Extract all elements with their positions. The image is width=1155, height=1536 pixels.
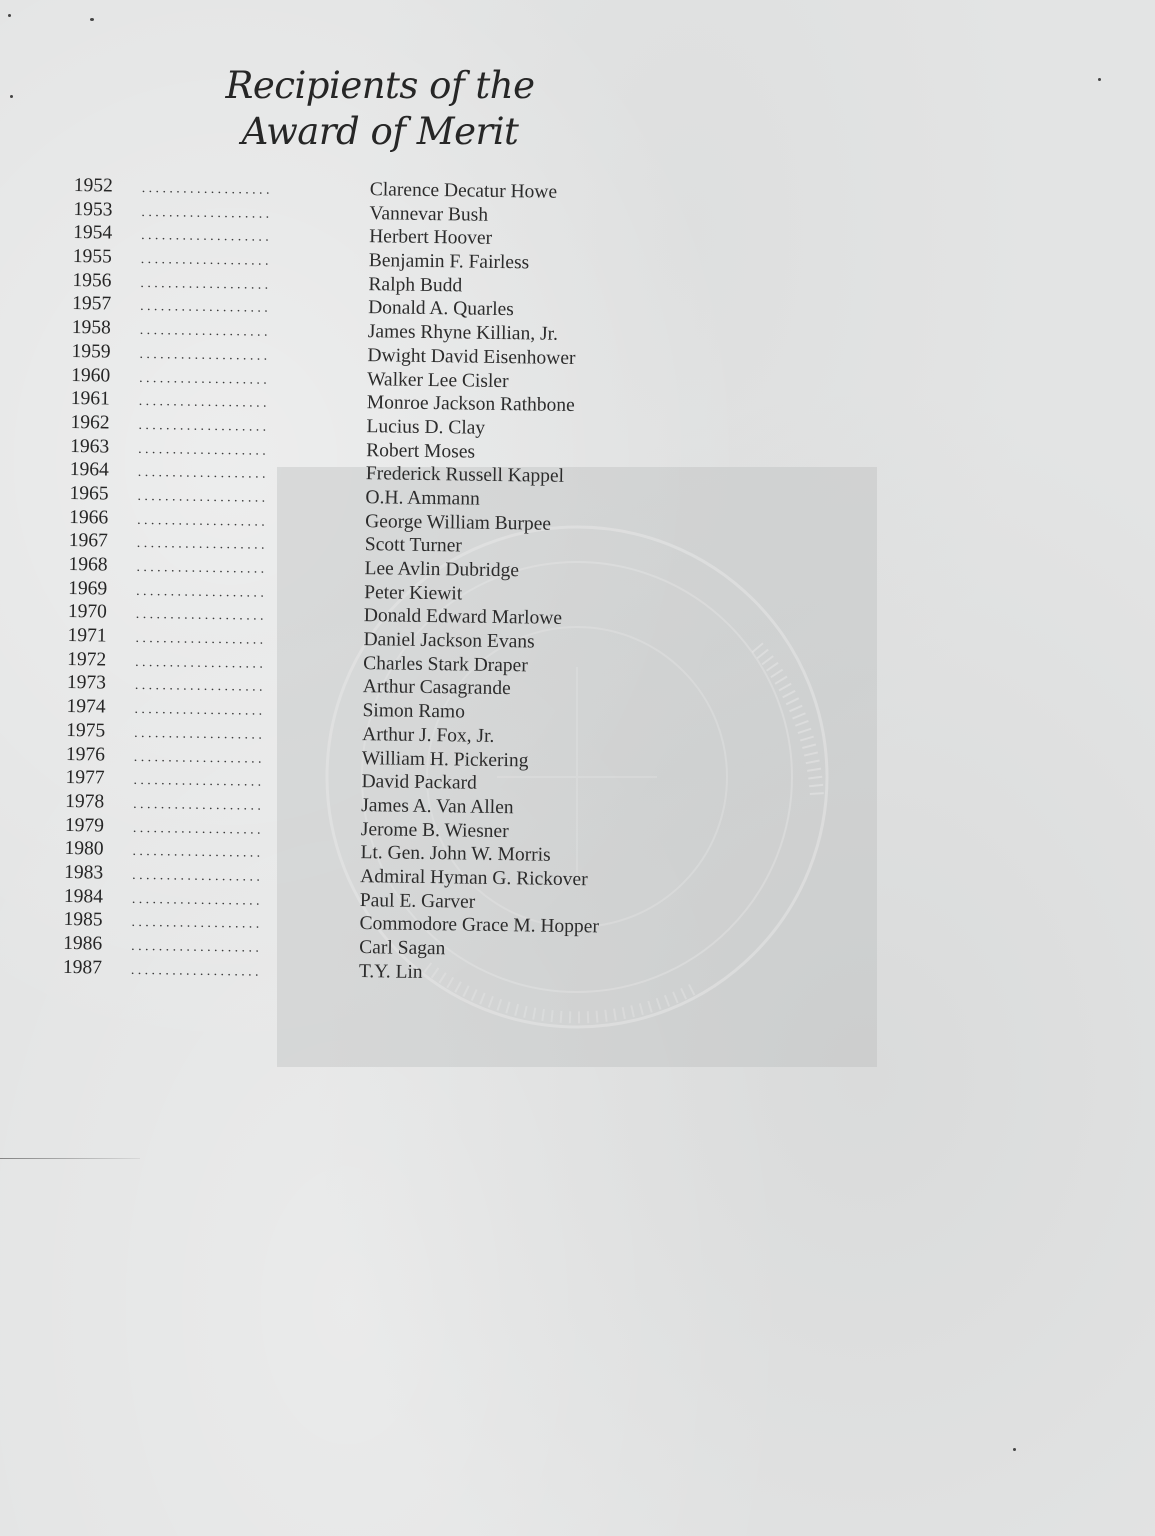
- award-year: 1961: [70, 388, 111, 410]
- award-year: 1983: [64, 861, 104, 884]
- award-year: 1972: [67, 648, 107, 671]
- dot-leader: ...................: [133, 773, 265, 790]
- dust-speck: [1098, 78, 1101, 81]
- title-line-2: Award of Merit: [241, 109, 519, 153]
- dot-leader: ...................: [136, 559, 268, 577]
- recipient-name: Peter Kiewit: [364, 581, 463, 605]
- award-year: 1973: [66, 672, 107, 694]
- dot-leader: ...................: [135, 607, 268, 625]
- award-year: 1960: [71, 364, 111, 387]
- recipient-name: Frederick Russell Kappel: [365, 463, 565, 488]
- recipient-name: Arthur Casagrande: [362, 676, 511, 700]
- recipient-name: James A. Van Allen: [361, 794, 514, 819]
- recipient-name: O.H. Ammann: [365, 487, 480, 510]
- recipient-name: Paul E. Garver: [359, 889, 476, 913]
- dot-leader: ...................: [135, 654, 267, 672]
- award-year: 1967: [68, 530, 109, 552]
- recipient-name: William H. Pickering: [361, 747, 529, 771]
- page-title: [200, 63, 560, 155]
- recipient-name: Vannevar Bush: [369, 202, 489, 226]
- dot-leader: ...................: [130, 962, 263, 980]
- dot-leader: ...................: [140, 252, 273, 269]
- title-line-1: Recipients of the: [225, 63, 535, 107]
- dust-speck: [90, 18, 94, 21]
- recipient-name: George William Burpee: [365, 510, 552, 535]
- dot-leader: ...................: [133, 796, 265, 814]
- dot-leader: ...................: [139, 346, 271, 364]
- recipient-name: Simon Ramo: [362, 700, 466, 723]
- dot-leader: ...................: [140, 299, 272, 317]
- recipient-name: T.Y. Lin: [358, 960, 423, 983]
- recipient-name: Lee Avlin Dubridge: [364, 558, 520, 582]
- dot-leader: ...................: [135, 630, 267, 648]
- award-year: 1975: [66, 719, 106, 742]
- award-year: 1968: [68, 553, 108, 576]
- award-year: 1969: [68, 577, 108, 600]
- award-year: 1955: [72, 246, 112, 268]
- award-year: 1984: [63, 885, 104, 908]
- dot-leader: ...................: [134, 725, 266, 743]
- recipient-name: David Packard: [361, 771, 478, 794]
- recipient-name: Herbert Hoover: [369, 226, 493, 250]
- dot-leader: ...................: [134, 702, 266, 719]
- award-year: 1962: [70, 411, 110, 434]
- dot-leader: ...................: [140, 275, 272, 293]
- dot-leader: ...................: [139, 323, 272, 340]
- dot-leader: ...................: [138, 417, 270, 435]
- recipient-name: Daniel Jackson Evans: [363, 629, 535, 653]
- award-year: 1954: [73, 222, 113, 244]
- award-year: 1965: [69, 482, 109, 505]
- dot-leader: ...................: [132, 867, 264, 885]
- award-year: 1963: [70, 435, 110, 458]
- recipient-name: Scott Turner: [364, 534, 462, 557]
- recipient-name: Lucius D. Clay: [366, 415, 486, 439]
- dust-speck: [1013, 1448, 1016, 1451]
- dot-leader: ...................: [138, 394, 271, 411]
- award-year: 1986: [63, 932, 103, 955]
- margin-rule: [0, 1158, 140, 1159]
- award-year: 1978: [65, 790, 105, 813]
- dot-leader: ...................: [138, 441, 270, 459]
- dust-speck: [10, 95, 13, 98]
- award-year: 1971: [67, 625, 107, 647]
- award-year: 1980: [64, 838, 104, 860]
- award-year: 1956: [72, 269, 112, 292]
- recipient-name: Charles Stark Draper: [363, 652, 528, 677]
- dot-leader: ...................: [131, 915, 263, 933]
- dot-leader: ...................: [133, 749, 266, 767]
- dot-leader: ...................: [132, 844, 264, 861]
- recipient-name: Clarence Decatur Howe: [369, 179, 558, 203]
- recipient-name: Lt. Gen. John W. Morris: [360, 842, 551, 866]
- recipient-name: Commodore Grace M. Hopper: [359, 913, 600, 938]
- award-year: 1987: [62, 956, 103, 979]
- recipient-name: Monroe Jackson Rathbone: [366, 392, 575, 417]
- dot-leader: ...................: [136, 536, 269, 554]
- recipient-name: Jerome B. Wiesner: [360, 818, 509, 842]
- recipient-name: Donald A. Quarles: [368, 297, 514, 321]
- award-year: 1974: [66, 696, 106, 718]
- dot-leader: ...................: [139, 370, 271, 388]
- dot-leader: ...................: [141, 204, 273, 222]
- recipient-name: Donald Edward Marlowe: [363, 605, 563, 630]
- award-year: 1977: [65, 767, 105, 789]
- recipient-name: Robert Moses: [366, 439, 476, 463]
- recipient-name: James Rhyne Killian, Jr.: [367, 321, 559, 345]
- dot-leader: ...................: [137, 512, 269, 530]
- dust-speck: [8, 14, 11, 17]
- award-year: 1958: [71, 317, 111, 339]
- recipient-name: Dwight David Eisenhower: [367, 344, 576, 369]
- dot-leader: ...................: [141, 180, 274, 198]
- award-year: 1959: [71, 340, 111, 363]
- dot-leader: ...................: [137, 488, 269, 506]
- recipient-name: Ralph Budd: [368, 273, 463, 297]
- award-year: 1976: [65, 743, 106, 765]
- recipient-name: Walker Lee Cisler: [367, 368, 509, 392]
- dot-leader: ...................: [131, 938, 263, 956]
- dot-leader: ...................: [134, 678, 267, 696]
- award-year: 1979: [64, 814, 105, 837]
- dot-leader: ...................: [137, 465, 270, 483]
- award-year: 1953: [73, 198, 113, 221]
- recipient-name: Arthur J. Fox, Jr.: [362, 723, 495, 747]
- recipient-name: Benjamin F. Fairless: [368, 250, 530, 274]
- recipient-name: Admiral Hyman G. Rickover: [360, 866, 588, 891]
- award-year: 1966: [69, 506, 109, 529]
- award-year: 1970: [67, 601, 108, 623]
- dot-leader: ...................: [136, 583, 268, 601]
- award-year: 1985: [63, 909, 103, 931]
- award-year: 1957: [72, 293, 112, 315]
- award-year: 1952: [73, 174, 113, 197]
- dot-leader: ...................: [141, 228, 273, 246]
- dot-leader: ...................: [132, 820, 265, 838]
- recipient-list: [63, 174, 714, 988]
- recipient-name: Carl Sagan: [359, 937, 446, 960]
- award-year: 1964: [69, 459, 110, 481]
- dot-leader: ...................: [131, 891, 264, 909]
